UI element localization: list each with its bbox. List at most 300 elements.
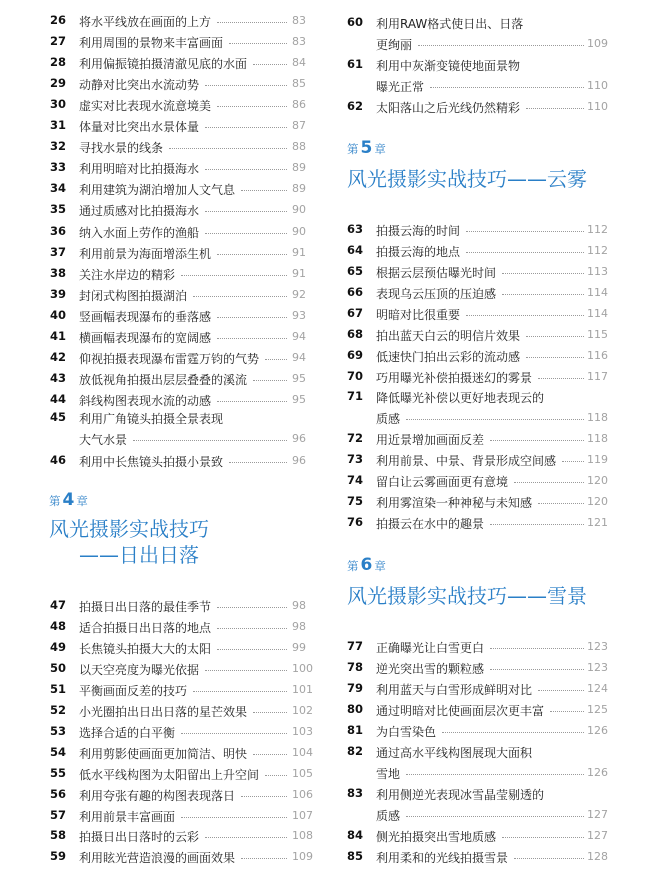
- entry-number: 85: [347, 849, 364, 863]
- toc-entry-37[interactable]: [0, 243, 325, 263]
- entry-number: 60: [347, 15, 364, 29]
- entry-number: 37: [50, 244, 67, 259]
- toc-entry-52[interactable]: [0, 701, 325, 721]
- entry-page: 96: [292, 454, 306, 467]
- entry-number: 39: [50, 286, 67, 301]
- entry-title: 曝光正常: [376, 80, 425, 94]
- entry-number: 66: [347, 285, 364, 300]
- toc-entry-77[interactable]: [325, 637, 650, 657]
- chapter-4-title: 风光摄影实战技巧: [49, 517, 209, 541]
- entry-number: 74: [347, 472, 364, 487]
- entry-page: 89: [292, 161, 306, 175]
- entry-page: 106: [292, 787, 313, 801]
- leader-dots: [217, 254, 287, 255]
- entry-page: 90: [292, 224, 306, 238]
- leader-dots: [205, 211, 287, 212]
- entry-title: 长焦镜头拍摄大大的太阳: [79, 641, 212, 656]
- entry-page: 125: [587, 703, 608, 716]
- entry-title: 平衡画面反差的技巧: [79, 683, 188, 698]
- entry-number: 50: [50, 660, 67, 675]
- entry-page: 83: [292, 35, 306, 49]
- entry-page: 123: [587, 640, 608, 653]
- entry-page: 95: [292, 392, 306, 406]
- entry-number: 47: [50, 598, 67, 612]
- toc-entry-60-cont[interactable]: [325, 34, 650, 54]
- entry-page: 113: [587, 265, 608, 279]
- leader-dots: [442, 732, 584, 733]
- leader-dots: [466, 315, 584, 316]
- entry-page: 116: [587, 349, 608, 363]
- toc-entry-64[interactable]: [325, 241, 650, 261]
- toc-entry-33[interactable]: [0, 158, 325, 178]
- leader-dots: [229, 43, 287, 44]
- entry-number: 65: [347, 264, 364, 279]
- entry-number: 72: [347, 431, 364, 445]
- leader-dots: [490, 524, 584, 525]
- entry-title: 虚实对比表现水流意境美: [79, 99, 212, 114]
- entry-title: 低速快门拍出云彩的流动感: [376, 350, 521, 365]
- leader-dots: [265, 359, 287, 360]
- entry-page: 94: [292, 350, 306, 364]
- entry-page: 114: [587, 307, 608, 321]
- entry-page: 121: [587, 515, 608, 529]
- entry-title: 明暗对比很重要: [376, 308, 461, 323]
- entry-title: 大气水景: [79, 433, 128, 447]
- toc-entry-65[interactable]: [325, 262, 650, 282]
- toc-entry-62[interactable]: [325, 97, 650, 117]
- entry-title: 利用建筑为湖泊增加人文气息: [79, 183, 236, 198]
- leader-dots: [490, 440, 584, 441]
- entry-page: 117: [587, 370, 608, 384]
- leader-dots: [550, 711, 584, 712]
- leader-dots: [241, 796, 287, 797]
- leader-dots: [205, 837, 287, 838]
- entry-title: 放低视角拍摄出层层叠叠的溪流: [79, 372, 248, 387]
- toc-entry-36[interactable]: [0, 222, 325, 242]
- entry-title: 动静对比突出水流动势: [79, 78, 200, 93]
- leader-dots: [229, 462, 287, 463]
- toc-entry-78[interactable]: [325, 658, 650, 678]
- entry-title: 逆光突出雪的颗粒感: [376, 662, 485, 676]
- entry-number: 76: [347, 514, 364, 529]
- toc-entry-42[interactable]: [0, 348, 325, 368]
- chapter-4-subtitle: ——日出日落: [79, 543, 199, 567]
- entry-number: 49: [50, 639, 67, 654]
- entry-page: 118: [587, 432, 608, 445]
- entry-title: 巧用曝光补偿拍摄迷幻的雾景: [376, 371, 533, 386]
- toc-entry-34[interactable]: [0, 179, 325, 199]
- leader-dots: [490, 648, 584, 649]
- entry-number: 53: [50, 723, 67, 738]
- toc-entry-76[interactable]: [325, 513, 650, 533]
- entry-number: 31: [50, 118, 67, 133]
- entry-number: 64: [347, 243, 364, 258]
- leader-dots: [526, 336, 584, 337]
- entry-page: 90: [292, 203, 306, 217]
- entry-number: 61: [347, 57, 364, 71]
- entry-title: 利用眩光营造浪漫的画面效果: [79, 851, 236, 866]
- entry-title: 太阳落山之后光线仍然精彩: [376, 101, 521, 115]
- toc-entry-72[interactable]: [325, 429, 650, 449]
- entry-title: 低水平线构图为太阳留出上升空间: [79, 767, 260, 782]
- leader-dots: [253, 64, 287, 65]
- toc-entry-71-cont[interactable]: [325, 408, 650, 428]
- entry-page: 120: [587, 473, 608, 487]
- entry-page: 91: [292, 266, 306, 280]
- entry-page: 86: [292, 98, 306, 112]
- toc-entry-35[interactable]: [0, 200, 325, 220]
- toc-entry-63[interactable]: [325, 220, 650, 240]
- entry-page: 96: [292, 432, 306, 445]
- entry-number: 42: [50, 349, 67, 364]
- entry-number: 71: [347, 389, 364, 403]
- entry-page: 85: [292, 77, 306, 91]
- entry-title: 利用夸张有趣的构图表现落日: [79, 788, 236, 803]
- entry-page: 105: [292, 766, 313, 780]
- entry-number: 30: [50, 97, 67, 112]
- entry-title: 拍摄云海的地点: [376, 245, 461, 260]
- toc-entry-83-cont[interactable]: [325, 805, 650, 825]
- entry-title: 利用雾渲染一种神秘与未知感: [376, 495, 533, 510]
- toc-entry-71[interactable]: [325, 387, 650, 407]
- toc-entry-43[interactable]: [0, 369, 325, 389]
- entry-page: 128: [587, 850, 608, 863]
- entry-page: 120: [587, 494, 608, 508]
- toc-entry-85[interactable]: [325, 847, 650, 867]
- toc-entry-38[interactable]: [0, 264, 325, 284]
- toc-entry-54[interactable]: [0, 743, 325, 763]
- entry-page: 108: [292, 829, 313, 843]
- leader-dots: [526, 357, 584, 358]
- entry-title: 质感: [376, 809, 401, 823]
- leader-dots: [181, 733, 287, 734]
- leader-dots: [217, 649, 287, 650]
- entry-page: 118: [587, 411, 608, 424]
- entry-title: 更绚丽: [376, 38, 413, 52]
- entry-title: 寻找水景的线条: [79, 141, 164, 156]
- leader-dots: [217, 338, 287, 339]
- toc-entry-47[interactable]: [0, 596, 325, 616]
- entry-title: 留白让云雾画面更有意境: [376, 474, 509, 489]
- entry-page: 88: [292, 140, 306, 154]
- chapter-6-label: 第 6 章: [347, 555, 386, 575]
- entry-page: 95: [292, 371, 306, 385]
- toc-entry-40[interactable]: [0, 306, 325, 326]
- entry-number: 55: [50, 765, 67, 780]
- entry-page: 123: [587, 661, 608, 674]
- entry-number: 51: [50, 681, 67, 696]
- entry-title: 封闭式构图拍摄湖泊: [79, 288, 188, 303]
- leader-dots: [538, 690, 584, 691]
- entry-page: 98: [292, 619, 306, 633]
- entry-number: 73: [347, 451, 364, 466]
- toc-entry-60[interactable]: [325, 13, 650, 33]
- leader-dots: [406, 419, 584, 420]
- entry-number: 80: [347, 702, 364, 716]
- entry-page: 124: [587, 682, 608, 695]
- entry-page: 115: [587, 328, 608, 342]
- entry-title: 纳入水面上劳作的渔船: [79, 225, 200, 240]
- toc-entry-53[interactable]: [0, 722, 325, 742]
- entry-number: 57: [50, 807, 67, 822]
- leader-dots: [217, 317, 287, 318]
- leader-dots: [406, 816, 584, 817]
- entry-title: 关注水岸边的精彩: [79, 267, 176, 282]
- entry-number: 29: [50, 76, 67, 91]
- entry-title: 横画幅表现瀑布的宽阔感: [79, 330, 212, 345]
- entry-number: 45: [50, 410, 67, 424]
- chapter-6-title: 风光摄影实战技巧——雪景: [347, 584, 587, 608]
- leader-dots: [205, 233, 287, 234]
- entry-page: 119: [587, 452, 608, 466]
- leader-dots: [430, 87, 584, 88]
- entry-page: 103: [292, 724, 313, 738]
- chapter-5-label: 第 5 章: [347, 138, 386, 158]
- entry-page: 83: [292, 14, 306, 27]
- entry-number: 41: [50, 328, 67, 343]
- toc-entry-67[interactable]: [325, 304, 650, 324]
- toc-entry-51[interactable]: [0, 680, 325, 700]
- entry-number: 32: [50, 139, 67, 154]
- entry-title: 利用周围的景物来丰富画面: [79, 36, 224, 51]
- entry-page: 102: [292, 703, 313, 717]
- toc-entry-68[interactable]: [325, 325, 650, 345]
- leader-dots: [526, 108, 584, 109]
- leader-dots: [490, 669, 584, 670]
- entry-title: 通过高水平线构图展现大面积: [376, 746, 533, 760]
- toc-entry-50[interactable]: [0, 659, 325, 679]
- entry-page: 109: [587, 37, 608, 50]
- entry-title: 用近景增加画面反差: [376, 433, 485, 447]
- entry-number: 84: [347, 828, 364, 842]
- entry-title: 拍摄日出日落的最佳季节: [79, 600, 212, 614]
- toc-entry-82[interactable]: [325, 742, 650, 762]
- toc-entry-41[interactable]: [0, 327, 325, 347]
- entry-page: 110: [587, 79, 608, 92]
- leader-dots: [181, 275, 287, 276]
- toc-entry-26[interactable]: [0, 11, 325, 31]
- toc-entry-44[interactable]: [0, 390, 325, 410]
- entry-page: 112: [587, 244, 608, 258]
- toc-entry-57[interactable]: [0, 806, 325, 826]
- entry-number: 33: [50, 160, 67, 175]
- toc-entry-70[interactable]: [325, 367, 650, 387]
- toc-entry-58[interactable]: [0, 826, 325, 846]
- leader-dots: [406, 774, 584, 775]
- leader-dots: [241, 190, 287, 191]
- chapter-5-title: 风光摄影实战技巧——云雾: [347, 167, 587, 191]
- toc-entry-30[interactable]: [0, 95, 325, 115]
- toc-entry-29[interactable]: [0, 74, 325, 94]
- entry-title: 利用RAW格式使日出、日落: [376, 17, 524, 31]
- toc-entry-75[interactable]: [325, 492, 650, 512]
- leader-dots: [217, 106, 287, 107]
- entry-title: 体量对比突出水景体量: [79, 120, 200, 135]
- leader-dots: [133, 440, 287, 441]
- entry-number: 83: [347, 786, 364, 800]
- toc-entry-45[interactable]: [0, 408, 325, 428]
- entry-title: 利用偏振镜拍摄清澈见底的水面: [79, 57, 248, 72]
- entry-page: 126: [587, 766, 608, 779]
- entry-number: 26: [50, 13, 67, 27]
- entry-title: 根据云层预估曝光时间: [376, 266, 497, 281]
- toc-entry-45-cont[interactable]: [0, 429, 325, 449]
- entry-title: 仰视拍摄表现瀑布雷霆万钧的气势: [79, 351, 260, 366]
- leader-dots: [253, 712, 287, 713]
- entry-title: 通过明暗对比使画面层次更丰富: [376, 704, 545, 718]
- leader-dots: [502, 837, 584, 838]
- entry-number: 68: [347, 327, 364, 342]
- toc-entry-48[interactable]: [0, 617, 325, 637]
- entry-number: 81: [347, 723, 364, 737]
- entry-title: 拍摄云海的时间: [376, 224, 461, 238]
- leader-dots: [253, 380, 287, 381]
- entry-title: 表现乌云压顶的压迫感: [376, 287, 497, 302]
- leader-dots: [265, 775, 287, 776]
- toc-entry-66[interactable]: [325, 283, 650, 303]
- toc-entry-80[interactable]: [325, 700, 650, 720]
- entry-number: 28: [50, 55, 67, 70]
- toc-entry-84[interactable]: [325, 826, 650, 846]
- toc-entry-74[interactable]: [325, 471, 650, 491]
- entry-title: 利用明暗对比拍摄海水: [79, 162, 200, 177]
- entry-number: 46: [50, 453, 67, 467]
- toc-entry-82-cont[interactable]: [325, 763, 650, 783]
- leader-dots: [241, 858, 287, 859]
- entry-number: 62: [347, 99, 364, 113]
- entry-title: 质感: [376, 412, 401, 426]
- entry-number: 79: [347, 681, 364, 695]
- toc-entry-27[interactable]: [0, 32, 325, 52]
- toc-entry-79[interactable]: [325, 679, 650, 699]
- entry-number: 82: [347, 744, 364, 758]
- entry-page: 92: [292, 287, 306, 301]
- toc-entry-39[interactable]: [0, 285, 325, 305]
- entry-number: 34: [50, 181, 67, 196]
- entry-title: 降低曝光补偿以更好地表现云的: [376, 391, 545, 405]
- leader-dots: [217, 607, 287, 608]
- entry-title: 选择合适的白平衡: [79, 725, 176, 740]
- toc-entry-55[interactable]: [0, 764, 325, 784]
- leader-dots: [217, 22, 287, 23]
- chapter-4-label: 第 4 章: [49, 490, 88, 510]
- entry-page: 112: [587, 223, 608, 236]
- entry-title: 拍出蓝天白云的明信片效果: [376, 329, 521, 344]
- toc-entry-83[interactable]: [325, 784, 650, 804]
- toc-entry-69[interactable]: [325, 346, 650, 366]
- entry-title: 小光圈拍出日出日落的星芒效果: [79, 704, 248, 719]
- toc-entry-28[interactable]: [0, 53, 325, 73]
- entry-number: 36: [50, 223, 67, 238]
- toc-entry-61-cont[interactable]: [325, 76, 650, 96]
- entry-page: 93: [292, 308, 306, 322]
- entry-title: 拍摄云在水中的趣景: [376, 516, 485, 531]
- leader-dots: [538, 378, 584, 379]
- entry-page: 101: [292, 682, 313, 696]
- entry-title: 拍摄日出日落时的云彩: [79, 830, 200, 845]
- entry-page: 94: [292, 329, 306, 343]
- toc-entry-49[interactable]: [0, 638, 325, 658]
- toc-entry-56[interactable]: [0, 785, 325, 805]
- entry-title: 利用中长焦镜头拍摄小景致: [79, 455, 224, 469]
- leader-dots: [418, 45, 584, 46]
- entry-title: 以天空亮度为曝光依据: [79, 662, 200, 677]
- entry-title: 利用剪影使画面更加简洁、明快: [79, 746, 248, 761]
- entry-number: 59: [50, 849, 67, 864]
- leader-dots: [562, 461, 584, 462]
- leader-dots: [217, 628, 287, 629]
- entry-number: 40: [50, 307, 67, 322]
- entry-number: 69: [347, 348, 364, 363]
- entry-title: 竖画幅表现瀑布的垂落感: [79, 309, 212, 324]
- entry-title: 将水平线放在画面的上方: [79, 15, 212, 29]
- entry-page: 91: [292, 245, 306, 259]
- entry-number: 63: [347, 222, 364, 236]
- entry-title: 雪地: [376, 767, 401, 781]
- toc-entry-32[interactable]: [0, 137, 325, 157]
- leader-dots: [169, 148, 287, 149]
- entry-number: 38: [50, 265, 67, 280]
- entry-number: 44: [50, 391, 67, 406]
- leader-dots: [181, 817, 287, 818]
- leader-dots: [502, 294, 584, 295]
- entry-page: 114: [587, 286, 608, 300]
- leader-dots: [538, 503, 584, 504]
- entry-title: 通过质感对比拍摄海水: [79, 204, 200, 219]
- entry-number: 52: [50, 702, 67, 717]
- toc-entry-59[interactable]: [0, 847, 325, 867]
- entry-title: 适合拍摄日出日落的地点: [79, 620, 212, 635]
- leader-dots: [466, 252, 584, 253]
- entry-title: 利用柔和的光线拍摄雪景: [376, 851, 509, 865]
- toc-entry-31[interactable]: [0, 116, 325, 136]
- entry-page: 100: [292, 661, 313, 675]
- leader-dots: [466, 231, 584, 232]
- entry-title: 利用侧逆光表现冰雪晶莹剔透的: [376, 788, 545, 802]
- entry-page: 126: [587, 724, 608, 737]
- entry-page: 98: [292, 599, 306, 612]
- toc-entry-73[interactable]: [325, 450, 650, 470]
- entry-title: 利用前景、中景、背景形成空间感: [376, 453, 557, 468]
- leader-dots: [205, 670, 287, 671]
- entry-page: 107: [292, 808, 313, 822]
- entry-number: 56: [50, 786, 67, 801]
- entry-number: 67: [347, 306, 364, 321]
- entry-number: 43: [50, 370, 67, 385]
- leader-dots: [514, 858, 584, 859]
- entry-title: 利用广角镜头拍摄全景表现: [79, 412, 224, 426]
- leader-dots: [514, 482, 584, 483]
- leader-dots: [193, 691, 287, 692]
- entry-number: 48: [50, 618, 67, 633]
- toc-entry-61[interactable]: [325, 55, 650, 75]
- entry-number: 78: [347, 660, 364, 674]
- entry-number: 58: [50, 828, 67, 843]
- entry-page: 110: [587, 100, 608, 113]
- entry-page: 87: [292, 119, 306, 133]
- leader-dots: [193, 296, 287, 297]
- entry-number: 27: [50, 34, 67, 49]
- leader-dots: [205, 127, 287, 128]
- entry-page: 84: [292, 56, 306, 70]
- entry-title: 利用蓝天与白雪形成鲜明对比: [376, 683, 533, 697]
- entry-page: 127: [587, 808, 608, 821]
- leader-dots: [205, 169, 287, 170]
- toc-entry-46[interactable]: [0, 451, 325, 471]
- entry-title: 正确曝光让白雪更白: [376, 641, 485, 655]
- entry-page: 104: [292, 745, 313, 759]
- toc-entry-81[interactable]: [325, 721, 650, 741]
